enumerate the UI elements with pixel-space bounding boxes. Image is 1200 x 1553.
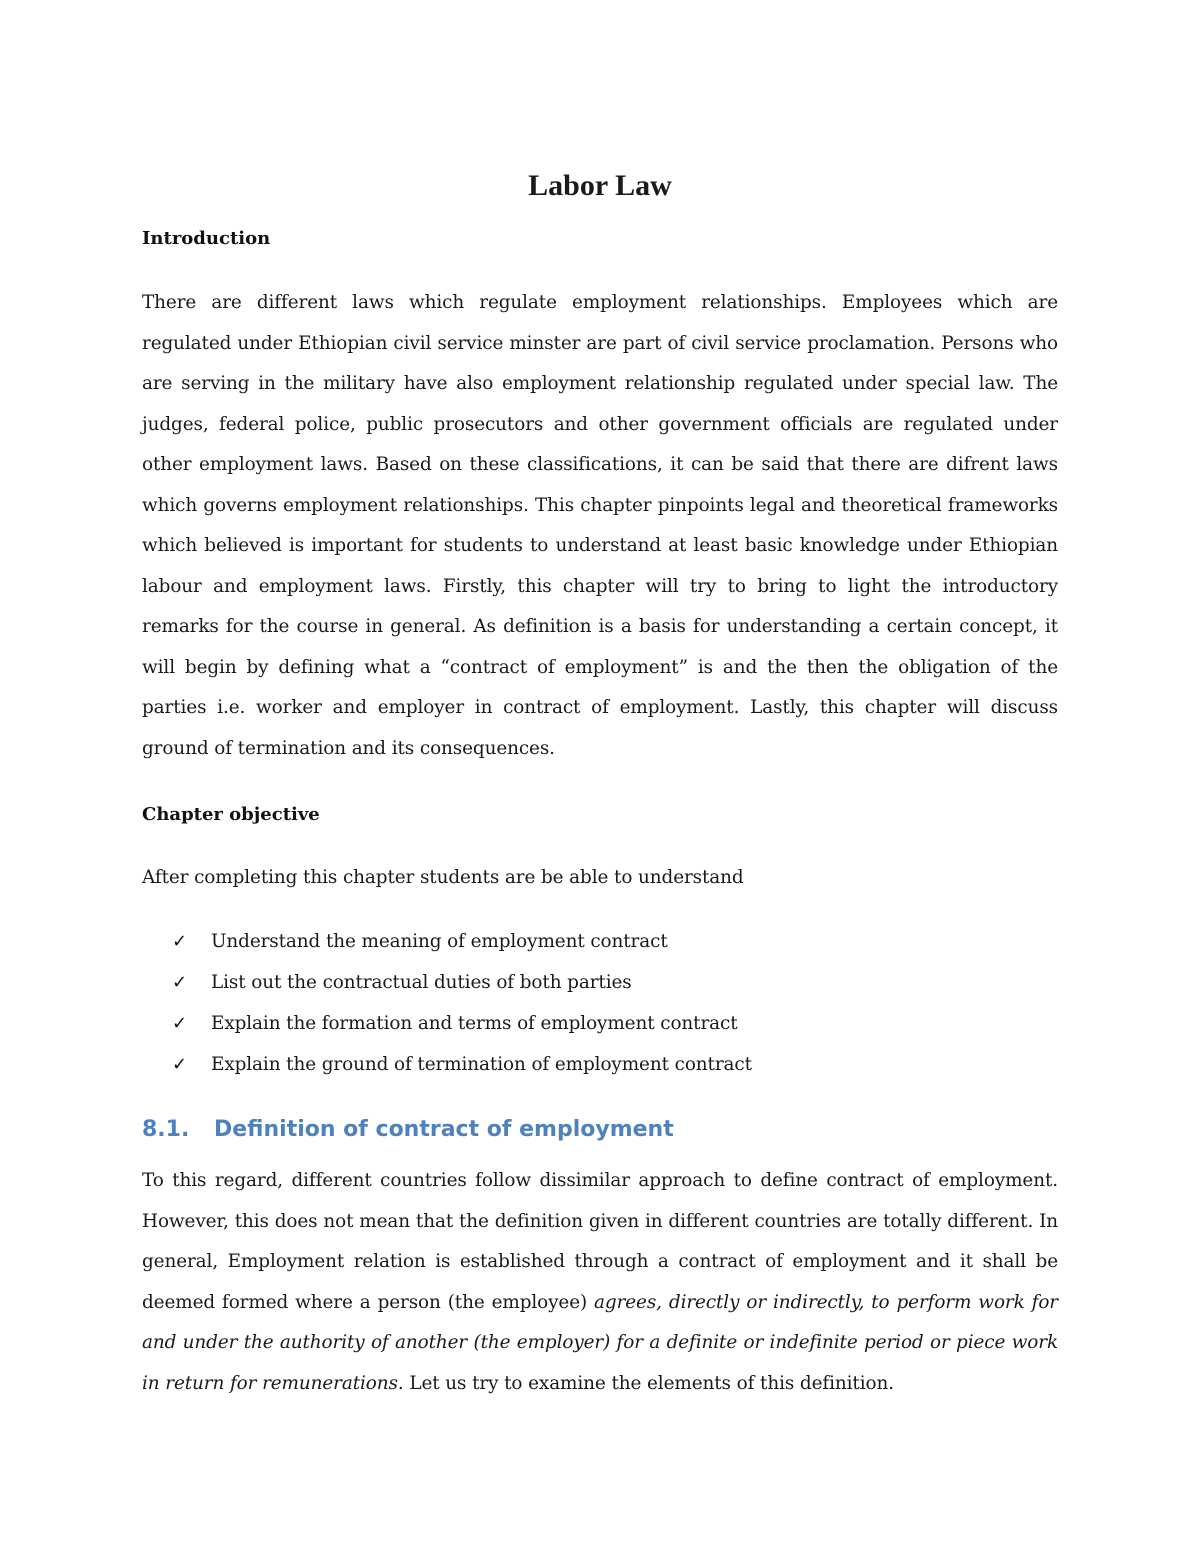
definition-paragraph <box>142 1161 1058 1404</box>
definition-text-after: . Let us try to examine the elements of this definition. <box>397 1372 894 1394</box>
checkmark-icon: ✓ <box>172 1013 187 1034</box>
objective-item-text: Explain the ground of termination of employment contract <box>211 1054 752 1075</box>
checkmark-icon: ✓ <box>172 972 187 993</box>
section-heading <box>142 1112 674 1148</box>
objective-item-text: List out the contractual duties of both parties <box>211 972 632 993</box>
definition-text-italic: agrees, directly or indirectly, to perform work for and under the authority of another (the employer) for a definite or indefinite period or piece work in return for remunerations <box>142 1291 1058 1394</box>
list-item <box>172 962 752 1003</box>
section-number: 8.1. <box>142 1117 190 1142</box>
objective-item-text: Understand the meaning of employment contract <box>211 931 668 952</box>
chapter-objective-heading: Chapter objective <box>142 804 320 825</box>
checkmark-icon: ✓ <box>172 1054 187 1075</box>
objective-checklist <box>172 921 752 1085</box>
document-title: Labor Law <box>528 169 672 202</box>
list-item <box>172 921 752 962</box>
list-item <box>172 1003 752 1044</box>
objective-item-text: Explain the formation and terms of employment contract <box>211 1013 738 1034</box>
definition-text-before: To this regard, different countries follow dissimilar approach to define contract of employment. However, this does not mean that the definition given in different countries are totally different. In general, Employment relation is established through a contract of employment and it shall be deemed formed where a person (the employee) <box>142 1170 1058 1313</box>
list-item <box>172 1044 752 1085</box>
checkmark-icon: ✓ <box>172 931 187 952</box>
introduction-paragraph: There are different laws which regulate employment relationships. Employees which are regulated under Ethiopian civil service minster are part of civil service proclamation. Persons who are serving in the military have also employment relationship regulated under special law. The judges, federal police, public prosecutors and other government officials are regulated under other employment laws. Based on these classifications, it can be said that there are difrent laws which governs employment relationships. This chapter pinpoints legal and theoretical frameworks which believed is important for students to understand at least basic knowledge under Ethiopian labour and employment laws. Firstly, this chapter will try to bring to light the introductory remarks for the course in general. As definition is a basis for understanding a certain concept, it will begin by defining what a “contract of employment” is and the then the obligation of the parties i.e. worker and employer in contract of employment. Lastly, this chapter will discuss ground of termination and its consequences. <box>142 292 1058 759</box>
chapter-objective-intro: After completing this chapter students are be able to understand <box>142 867 744 888</box>
introduction-heading: Introduction <box>142 228 271 249</box>
section-title: Definition of contract of employment <box>214 1117 674 1142</box>
